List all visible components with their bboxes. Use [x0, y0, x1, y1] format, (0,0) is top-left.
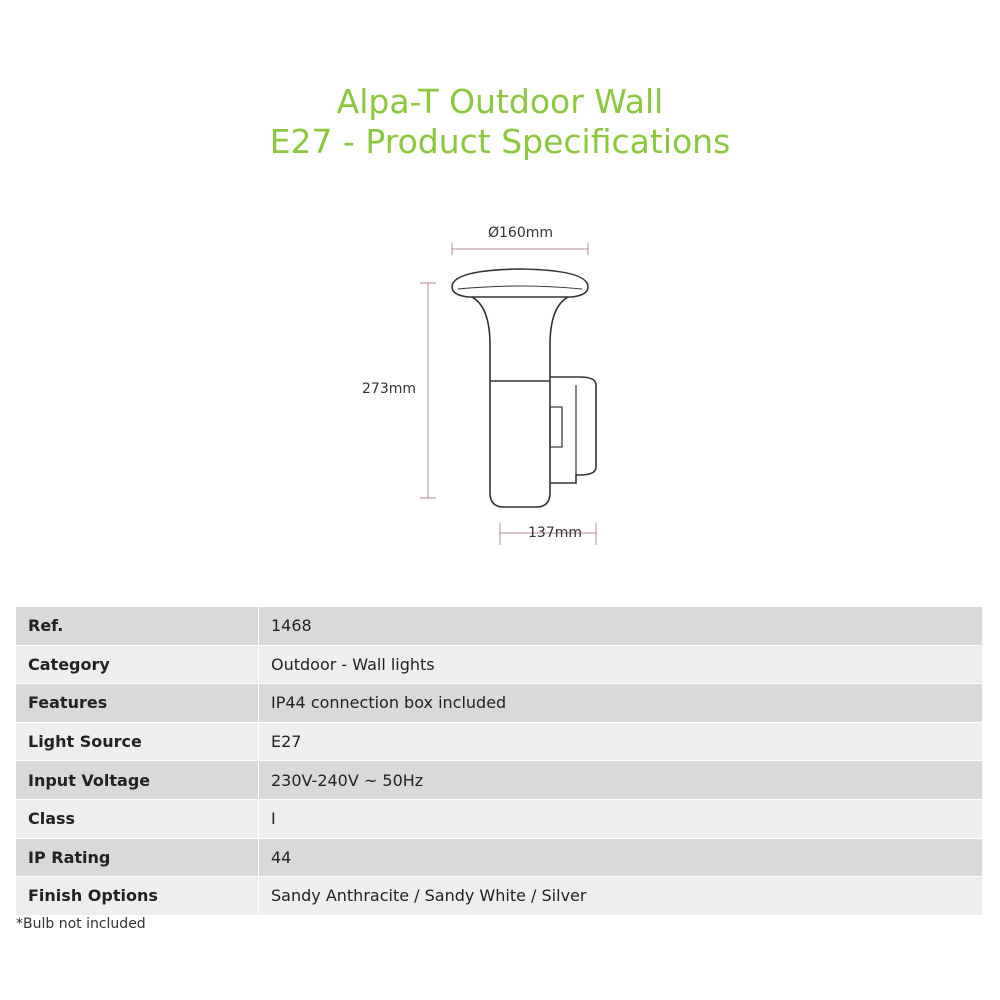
height-dimension-label: 273mm [362, 381, 416, 397]
table-row [16, 761, 983, 800]
lamp-body [490, 381, 550, 507]
spec-label-ip-rating: IP Rating [16, 838, 259, 877]
table-row [16, 607, 983, 646]
spec-label-input-voltage: Input Voltage [16, 761, 259, 800]
lamp-cap [452, 269, 588, 297]
spec-label-ref: Ref. [16, 607, 259, 646]
product-dimension-drawing [340, 215, 640, 555]
title-line-2: E27 - Product Specifications [269, 122, 731, 161]
spec-value-features: IP44 connection box included [259, 684, 983, 723]
footnote: *Bulb not included [16, 916, 146, 932]
spec-value-class: I [259, 799, 983, 838]
spec-label-finish-options: Finish Options [16, 877, 259, 916]
title-line-1: Alpa-T Outdoor Wall [336, 82, 664, 121]
spec-table [15, 606, 983, 916]
table-row [16, 722, 983, 761]
spec-label-light-source: Light Source [16, 722, 259, 761]
spec-label-category: Category [16, 645, 259, 684]
spec-value-category: Outdoor - Wall lights [259, 645, 983, 684]
spec-value-light-source: E27 [259, 722, 983, 761]
spec-label-features: Features [16, 684, 259, 723]
page-title [0, 82, 1000, 162]
table-row [16, 799, 983, 838]
lamp-neck [472, 297, 568, 381]
table-row [16, 645, 983, 684]
spec-value-ip-rating: 44 [259, 838, 983, 877]
wall-bracket [550, 377, 596, 483]
spec-value-finish-options: Sandy Anthracite / Sandy White / Silver [259, 877, 983, 916]
table-row [16, 838, 983, 877]
width-dimension-label: Ø160mm [488, 225, 554, 241]
spec-value-input-voltage: 230V-240V ~ 50Hz [259, 761, 983, 800]
spec-value-ref: 1468 [259, 607, 983, 646]
table-row [16, 877, 983, 916]
spec-label-class: Class [16, 799, 259, 838]
table-row [16, 684, 983, 723]
depth-dimension-label: 137mm [528, 525, 582, 541]
